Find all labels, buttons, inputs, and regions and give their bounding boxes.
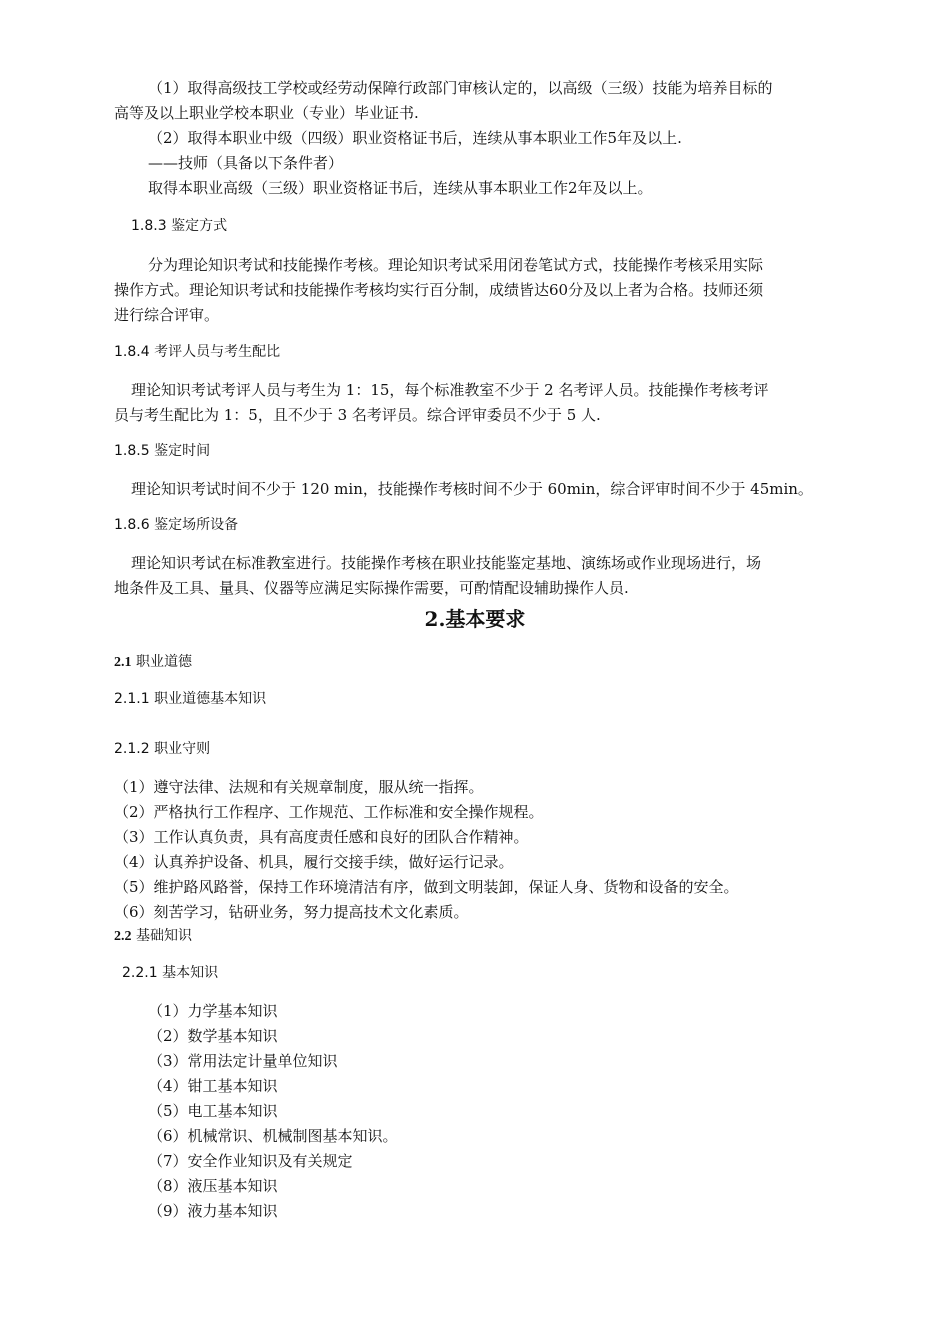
section-1-8-3-heading: 1.8.3 鉴定方式 — [131, 218, 228, 234]
list-item: （3）工作认真负责，具有高度责任感和良好的团队合作精神。 — [114, 828, 529, 846]
list-item: （2）数学基本知识 — [148, 1027, 278, 1045]
section-2-1-heading — [114, 652, 192, 673]
section-1-8-5-line-1: 理论知识考试时间不少于 120 min，技能操作考核时间不少于 60min，综合评审时间不少于 45min。 — [131, 480, 813, 498]
list-item: （1）力学基本知识 — [148, 1002, 278, 1020]
list-item: （1）遵守法律、法规和有关规章制度，服从统一指挥。 — [114, 778, 484, 796]
section-1-8-5-heading: 1.8.5 鉴定时间 — [114, 443, 211, 459]
chapter-2-title: 2.基本要求 — [424, 607, 526, 631]
list-item: （7）安全作业知识及有关规定 — [148, 1152, 353, 1170]
requirement-item-2: （2）取得本职业中级（四级）职业资格证书后，连续从事本职业工作5年及以上. — [148, 129, 682, 147]
section-2-1-1-heading: 2.1.1 职业道德基本知识 — [114, 691, 267, 707]
section-2-2-label: 基础知识 — [131, 928, 192, 944]
technician-requirement: 取得本职业高级（三级）职业资格证书后，连续从事本职业工作2年及以上。 — [148, 179, 653, 197]
section-1-8-3-line-3: 进行综合评审。 — [114, 306, 220, 324]
section-1-8-6-heading: 1.8.6 鉴定场所设备 — [114, 517, 239, 533]
section-2-2-number: 2.2 — [114, 929, 132, 944]
list-item: （2）严格执行工作程序、工作规范、工作标准和安全操作规程。 — [114, 803, 544, 821]
section-1-8-4-heading: 1.8.4 考评人员与考生配比 — [114, 344, 281, 360]
section-1-8-3-line-1: 分为理论知识考试和技能操作考核。理论知识考试采用闭卷笔试方式，技能操作考核采用实际 — [148, 256, 764, 274]
list-item: （9）液力基本知识 — [148, 1202, 278, 1220]
section-1-8-6-line-2: 地条件及工具、量具、仪器等应满足实际操作需要，可酌情配设辅助操作人员. — [114, 579, 629, 597]
list-item: （4）认真养护设备、机具，履行交接手续，做好运行记录。 — [114, 853, 514, 871]
section-1-8-4-line-1: 理论知识考试考评人员与考生为 1：15，每个标准教室不少于 2 名考评人员。技能操作考核考评 — [131, 381, 769, 399]
requirement-item-1-line-1: （1）取得高级技工学校或经劳动保障行政部门审核认定的，以高级（三级）技能为培养目标的 — [148, 79, 773, 97]
technician-heading: ——技师（具备以下条件者） — [148, 154, 344, 172]
requirement-item-1-line-2: 高等及以上职业学校本职业（专业）毕业证书. — [114, 104, 419, 122]
list-item: （3）常用法定计量单位知识 — [148, 1052, 338, 1070]
list-item: （5）电工基本知识 — [148, 1102, 278, 1120]
list-item: （6）机械常识、机械制图基本知识。 — [148, 1127, 398, 1145]
list-item: （5）维护路风路誉，保持工作环境清洁有序，做到文明装卸，保证人身、货物和设备的安全。 — [114, 878, 739, 896]
section-2-1-number: 2.1 — [114, 655, 132, 670]
list-item: （8）液压基本知识 — [148, 1177, 278, 1195]
list-item: （4）钳工基本知识 — [148, 1077, 278, 1095]
section-1-8-3-line-2: 操作方式。理论知识考试和技能操作考核均实行百分制，成绩皆达60分及以上者为合格。技师还须 — [114, 281, 764, 299]
list-item: （6）刻苦学习，钻研业务，努力提高技术文化素质。 — [114, 903, 469, 921]
section-2-1-2-heading: 2.1.2 职业守则 — [114, 741, 211, 757]
section-1-8-6-line-1: 理论知识考试在标准教室进行。技能操作考核在职业技能鉴定基地、演练场或作业现场进行，场 — [131, 554, 762, 572]
section-1-8-4-line-2: 员与考生配比为 1：5，且不少于 3 名考评员。综合评审委员不少于 5 人. — [114, 406, 601, 424]
section-2-1-label: 职业道德 — [131, 654, 192, 670]
section-2-2-heading — [114, 926, 192, 947]
section-2-2-1-heading: 2.2.1 基本知识 — [122, 965, 219, 981]
